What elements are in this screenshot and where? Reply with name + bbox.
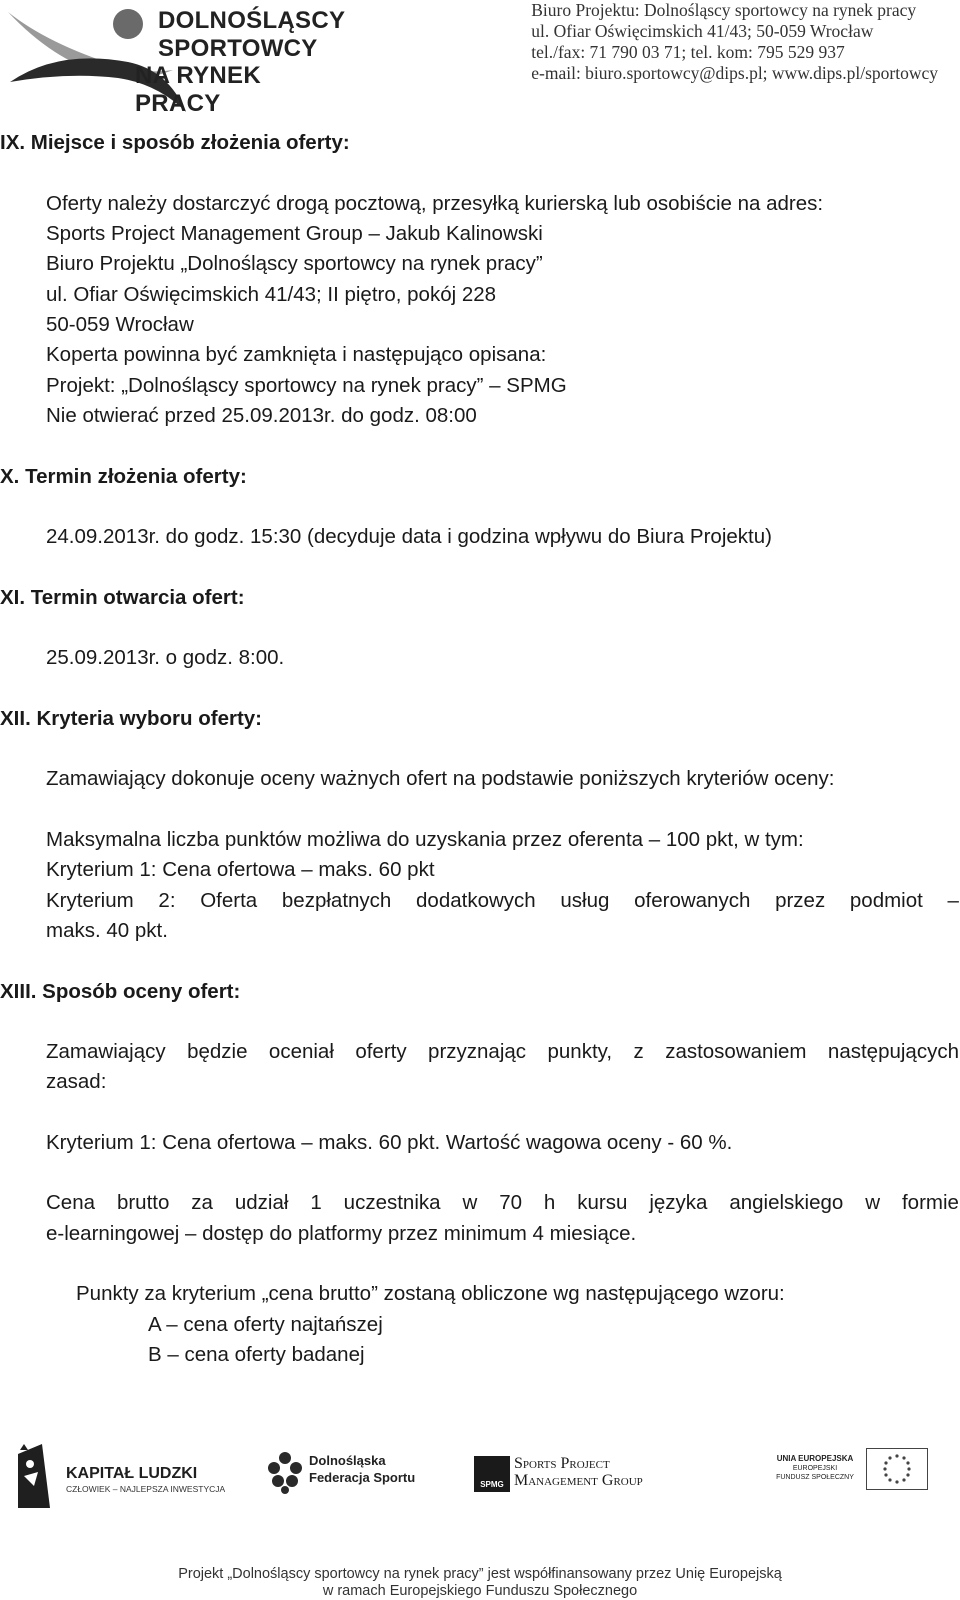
- justified-word: Kryterium: [46, 889, 134, 912]
- dfs-line1: Dolnośląska: [309, 1453, 386, 1468]
- spmg-line2: Management Group: [514, 1472, 643, 1489]
- justified-word: Oferta: [200, 889, 258, 912]
- justified-word: h: [543, 1191, 556, 1214]
- contact-phone: tel./fax: 71 790 03 71; tel. kom: 795 529 937: [531, 42, 845, 62]
- spmg-line1: Sports Project: [514, 1455, 610, 1472]
- justified-word: Zamawiający: [46, 1040, 166, 1063]
- dfs-logo: [265, 1450, 415, 1500]
- eu-flag-icon: [866, 1448, 928, 1490]
- justified-word: dodatkowych: [416, 889, 536, 912]
- footer-caption-line2: w ramach Europejskiego Funduszu Społecznego: [322, 1583, 638, 1599]
- kapital-ludzki-icon: [12, 1442, 56, 1508]
- justified-word: oceniał: [268, 1040, 334, 1063]
- justified-word: przyznając: [428, 1040, 527, 1063]
- justified-word: punkty,: [547, 1040, 613, 1063]
- logo-text-line2: SPORTOWCY: [158, 35, 318, 62]
- justified-word: oferowanych: [634, 889, 751, 912]
- paragraph-line: Projekt: „Dolnośląscy sportowcy na rynek pracy” – SPMG: [46, 374, 567, 397]
- justified-word: 1: [310, 1191, 322, 1214]
- footer-caption-line1: Projekt „Dolnośląscy sportowcy na rynek pracy” jest współfinansowany przez Unię Europejską: [178, 1566, 782, 1582]
- section-heading-xiii: XIII. Sposób oceny ofert:: [0, 980, 241, 1003]
- justified-word: będzie: [187, 1040, 248, 1063]
- page-header: [0, 0, 960, 118]
- justified-word: angielskiego: [729, 1191, 844, 1214]
- logo-text-line1: DOLNOŚLĄSCY: [158, 7, 346, 34]
- justified-word: –: [947, 889, 959, 912]
- justified-word: kursu: [577, 1191, 628, 1214]
- paragraph-line: 24.09.2013r. do godz. 15:30 (decyduje data i godzina wpływu do Biura Projektu): [46, 525, 772, 548]
- justified-word: języka: [649, 1191, 708, 1214]
- eu-line3: FUNDUSZ SPOŁECZNY: [776, 1474, 854, 1481]
- formula-variable-b: B – cena oferty badanej: [148, 1343, 365, 1366]
- paragraph-line: 50-059 Wrocław: [46, 313, 194, 336]
- paragraph-line: Kryterium 1: Cena ofertowa – maks. 60 pkt. Wartość wagowa oceny - 60 %.: [46, 1131, 733, 1154]
- kapital-ludzki-title: KAPITAŁ LUDZKI: [66, 1465, 198, 1482]
- contact-block: [531, 0, 938, 84]
- justified-word: następujących: [827, 1040, 959, 1063]
- justified-word: 2:: [158, 889, 176, 912]
- justified-word: za: [191, 1191, 213, 1214]
- section-heading-x: X. Termin złożenia oferty:: [0, 465, 247, 488]
- paragraph-line: zasad:: [46, 1070, 107, 1093]
- justified-word: w: [462, 1191, 478, 1214]
- paragraph-line: Oferty należy dostarczyć drogą pocztową, przesyłką kurierską lub osobiście na adres:: [46, 192, 824, 215]
- justified-word: udział: [234, 1191, 289, 1214]
- justified-word: bezpłatnych: [281, 889, 392, 912]
- paragraph-line: ul. Ofiar Oświęcimskich 41/43; II piętro, pokój 228: [46, 283, 497, 306]
- spmg-logo: [474, 1456, 714, 1496]
- justified-line: [46, 1188, 959, 1219]
- section-heading-xi: XI. Termin otwarcia ofert:: [0, 586, 245, 609]
- contact-address: ul. Ofiar Oświęcimskich 41/43; 50-059 Wrocław: [531, 21, 874, 41]
- justified-word: zastosowaniem: [665, 1040, 807, 1063]
- formula-variable-a: A – cena oferty najtańszej: [148, 1313, 383, 1336]
- justified-word: w: [865, 1191, 881, 1214]
- justified-word: uczestnika: [343, 1191, 441, 1214]
- dfs-line2: Federacja Sportu: [309, 1470, 416, 1485]
- justified-word: oferty: [355, 1040, 407, 1063]
- contact-email: e-mail: biuro.sportowcy@dips.pl; www.dips.pl/sportowcy: [531, 63, 938, 83]
- paragraph-line: Zamawiający dokonuje oceny ważnych ofert na podstawie poniższych kryteriów oceny:: [46, 767, 835, 790]
- paragraph-line: Biuro Projektu „Dolnośląscy sportowcy na rynek pracy”: [46, 252, 543, 275]
- paragraph-line: Kryterium 1: Cena ofertowa – maks. 60 pkt: [46, 858, 435, 881]
- kapital-ludzki-subtitle: CZŁOWIEK – NAJLEPSZA INWESTYCJA: [66, 1484, 226, 1494]
- paragraph-line: Nie otwierać przed 25.09.2013r. do godz. 08:00: [46, 404, 477, 427]
- justified-word: 70: [499, 1191, 522, 1214]
- paragraph-line: 25.09.2013r. o godz. 8:00.: [46, 646, 285, 669]
- dfs-emblem-icon: [265, 1450, 305, 1494]
- eu-line1: UNIA EUROPEJSKA: [776, 1454, 854, 1463]
- justified-word: z: [633, 1040, 644, 1063]
- section-heading-xii: XII. Kryteria wyboru oferty:: [0, 707, 263, 730]
- justified-word: brutto: [116, 1191, 170, 1214]
- paragraph-line: e-learningowej – dostęp do platformy przez minimum 4 miesiące.: [46, 1222, 637, 1245]
- spmg-badge: SPMG: [474, 1456, 510, 1492]
- justified-word: usług: [560, 889, 610, 912]
- page-footer: [0, 1453, 960, 1600]
- paragraph-line: Koperta powinna być zamknięta i następująco opisana:: [46, 343, 547, 366]
- contact-office: Biuro Projektu: Dolnośląscy sportowcy na rynek pracy: [531, 0, 917, 20]
- justified-word: Cena: [46, 1191, 96, 1214]
- section-heading-ix: IX. Miejsce i sposób złożenia oferty:: [0, 131, 350, 154]
- eu-line2: EUROPEJSKI: [792, 1465, 838, 1472]
- justified-word: podmiot: [849, 889, 923, 912]
- eu-logo: [772, 1448, 932, 1498]
- logo-text-line3: NA RYNEK PRACY: [135, 62, 261, 117]
- justified-word: przez: [775, 889, 826, 912]
- kapital-ludzki-logo: [12, 1442, 226, 1512]
- project-logo: [8, 4, 348, 120]
- paragraph-line: Maksymalna liczba punktów możliwa do uzyskania przez oferenta – 100 pkt, w tym:: [46, 828, 804, 851]
- paragraph-line: Punkty za kryterium „cena brutto” zostaną obliczone wg następującego wzoru:: [76, 1282, 785, 1305]
- justified-line: [46, 1037, 959, 1068]
- paragraph-line: Sports Project Management Group – Jakub Kalinowski: [46, 222, 543, 245]
- paragraph-line: maks. 40 pkt.: [46, 919, 168, 942]
- justified-word: formie: [901, 1191, 959, 1214]
- justified-line: [46, 886, 959, 917]
